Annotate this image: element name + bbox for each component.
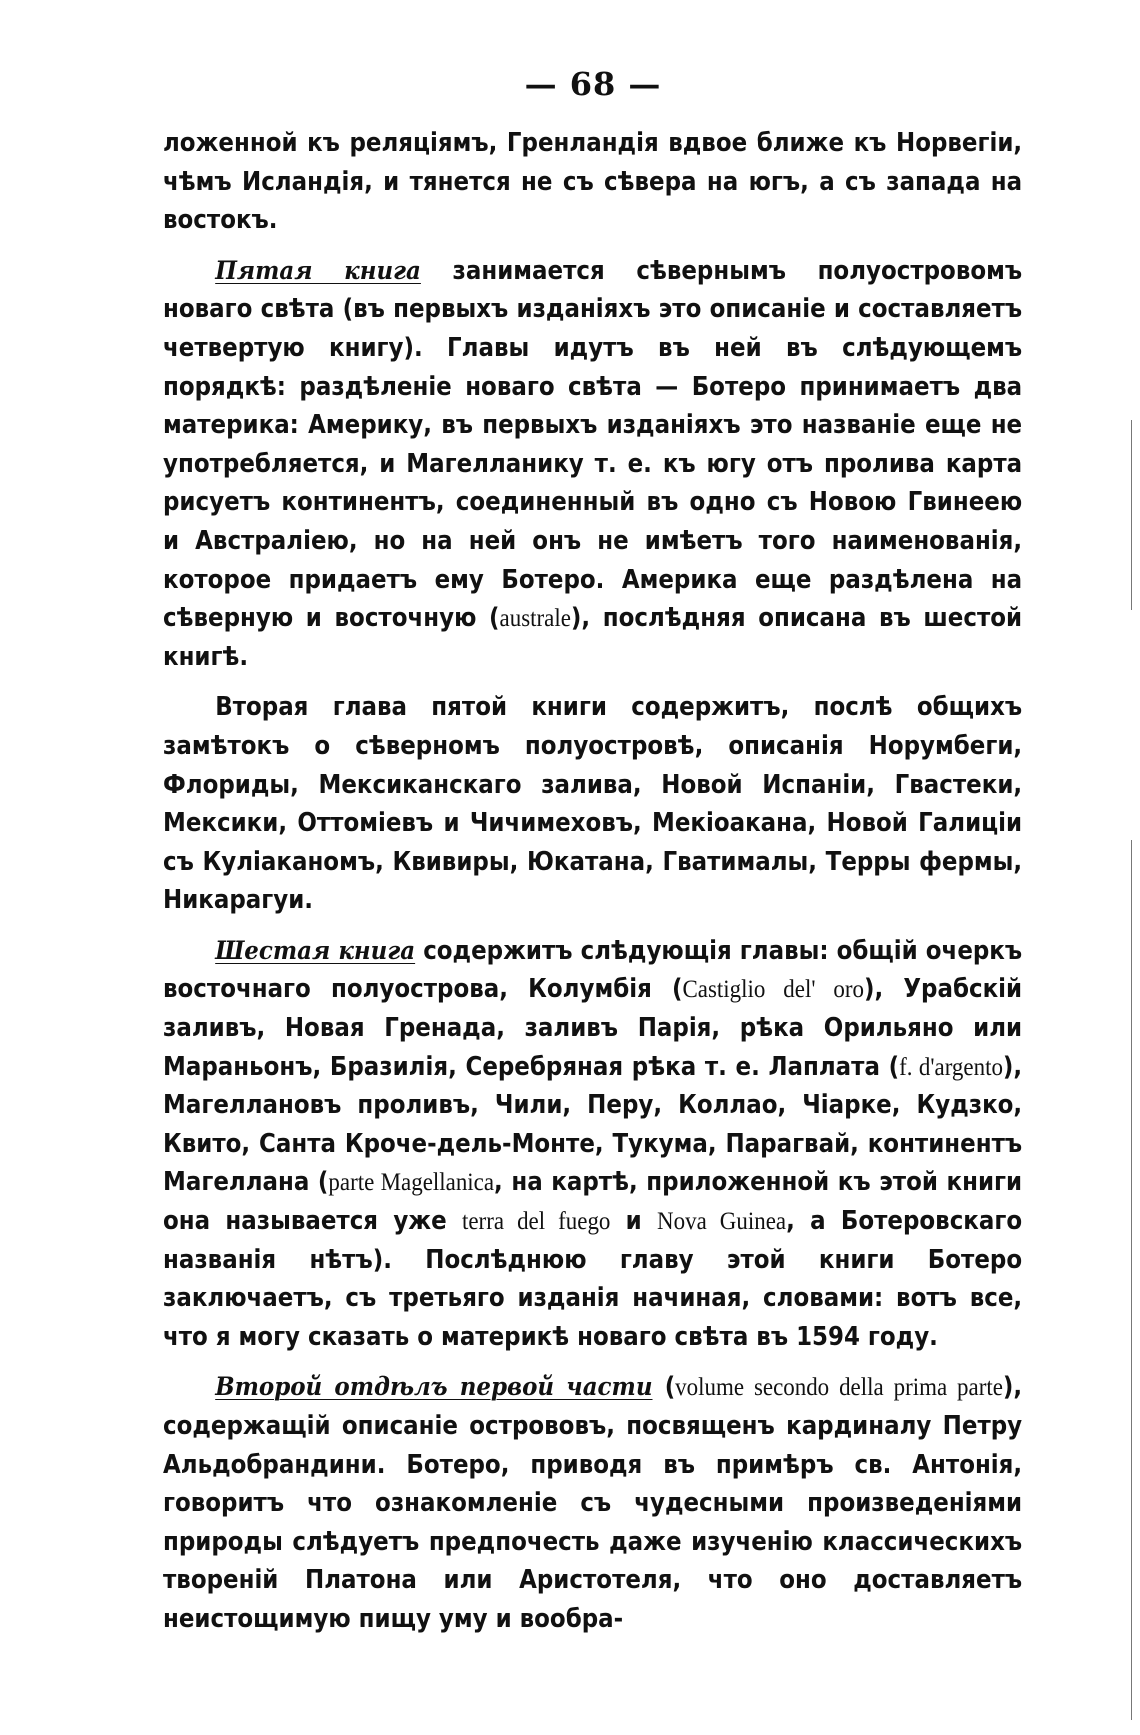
paragraph-3 bbox=[163, 688, 1022, 920]
latin-term: Nova Guinea bbox=[657, 1206, 787, 1236]
latin-term: parte Magellanica bbox=[328, 1167, 495, 1197]
paragraph-1 bbox=[163, 124, 1022, 240]
paragraph-text: ), послѣдняя описана въ шестой книгѣ. bbox=[163, 603, 1023, 672]
latin-term: Castiglio del' oro bbox=[682, 974, 864, 1004]
book-page bbox=[163, 62, 1023, 1639]
paragraph-text: содержитъ слѣдующія главы: общій очеркъ восточнаго полуострова, Колумбія ( bbox=[163, 935, 1023, 1005]
paragraph-text: , на картѣ, приложенной къ этой книги она называется уже bbox=[163, 1167, 1023, 1237]
paragraph-text: ), содержащій описаніе острововъ, посвященъ кардиналу Петру Альдобрандини. Ботеро, приводя въ примѣръ св. Антонія, говоритъ что ознакомленіе съ чудесными произведеніями природы слѣдуетъ предпочесть даже изученію классическихъ твореній Платона или Аристотеля, что оно доставляетъ неистощимую пищу уму и вообра- bbox=[163, 1372, 1023, 1634]
scan-edge-line bbox=[1131, 840, 1132, 1720]
paragraph-text: и bbox=[610, 1206, 658, 1237]
paragraph-text: Вторая глава пятой книги содержитъ, послѣ общихъ замѣтокъ о сѣверномъ полуостровѣ, описанія Норумбеги, Флориды, Мексиканскаго залива, Новой Испаніи, Гвастеки, Мексики, Оттоміевъ и Чичимеховъ, Мекіоакана, Новой Галиціи съ Куліаканомъ, Квивиры, Юкатана, Гватималы, Терры фермы, Никарагуи. bbox=[163, 692, 1023, 916]
paragraph-5 bbox=[163, 1368, 1022, 1638]
latin-term: australe bbox=[499, 603, 571, 633]
paragraph-text: , а Ботеровскаго названія нѣтъ). Послѣднюю главу этой книги Ботеро заключаетъ, съ третьяго изданія начиная, словами: вотъ все, что я могу сказать о материкѣ новаго свѣта въ 1594 году. bbox=[163, 1206, 1023, 1352]
paragraph-4 bbox=[163, 932, 1022, 1357]
scan-edge-line bbox=[1131, 420, 1132, 610]
latin-term: volume secondo della prima parte bbox=[675, 1372, 1003, 1402]
paragraph-2 bbox=[163, 252, 1022, 677]
section-heading-book-6: Шестая книга bbox=[215, 935, 416, 966]
paragraph-text: ( bbox=[652, 1372, 676, 1403]
section-heading-part-2: Второй отдѣлъ первой части bbox=[215, 1372, 653, 1403]
latin-term: terra del fuego bbox=[461, 1206, 611, 1236]
paragraph-text: ложенной къ реляціямъ, Гренландія вдвое ближе къ Норвегіи, чѣмъ Исландія, и тянется не съ сѣвера на югъ, а съ запада на востокъ. bbox=[163, 128, 1023, 236]
latin-term: f. d'argento bbox=[899, 1051, 1003, 1081]
paragraph-text: ), Урабскій заливъ, Новая Гренада, заливъ Парія, рѣка Орильяно или Мараньонъ, Бразилія, Серебряная рѣка т. е. Лаплата ( bbox=[163, 974, 1023, 1082]
paragraph-text: занимается сѣвернымъ полуостровомъ новаго свѣта (въ первыхъ изданіяхъ это описаніе и составляетъ четвертую книгу). Главы идутъ въ ней въ слѣдующемъ порядкѣ: раздѣленіе новаго свѣта — Ботеро принимаетъ два материка: Америку, въ первыхъ изданіяхъ это названіе еще не употребляется, и Магелланику т. е. къ югу отъ пролива карта рисуетъ континентъ, соединенный въ одно съ Новою Гвинеею и Австраліею, но на ней онъ не имѣетъ того наименованія, которое придаетъ ему Ботеро. Америка еще раздѣлена на сѣверную и восточную ( bbox=[163, 255, 1023, 634]
paragraph-text: ), Магеллановъ проливъ, Чили, Перу, Коллао, Чіарке, Кудзко, Квито, Санта Кроче-дель-Монте, Тукума, Парагвай, континентъ Магеллана ( bbox=[163, 1051, 1023, 1198]
section-heading-book-5: Пятая книга bbox=[215, 255, 421, 286]
page-number: — 68 — bbox=[524, 65, 662, 103]
